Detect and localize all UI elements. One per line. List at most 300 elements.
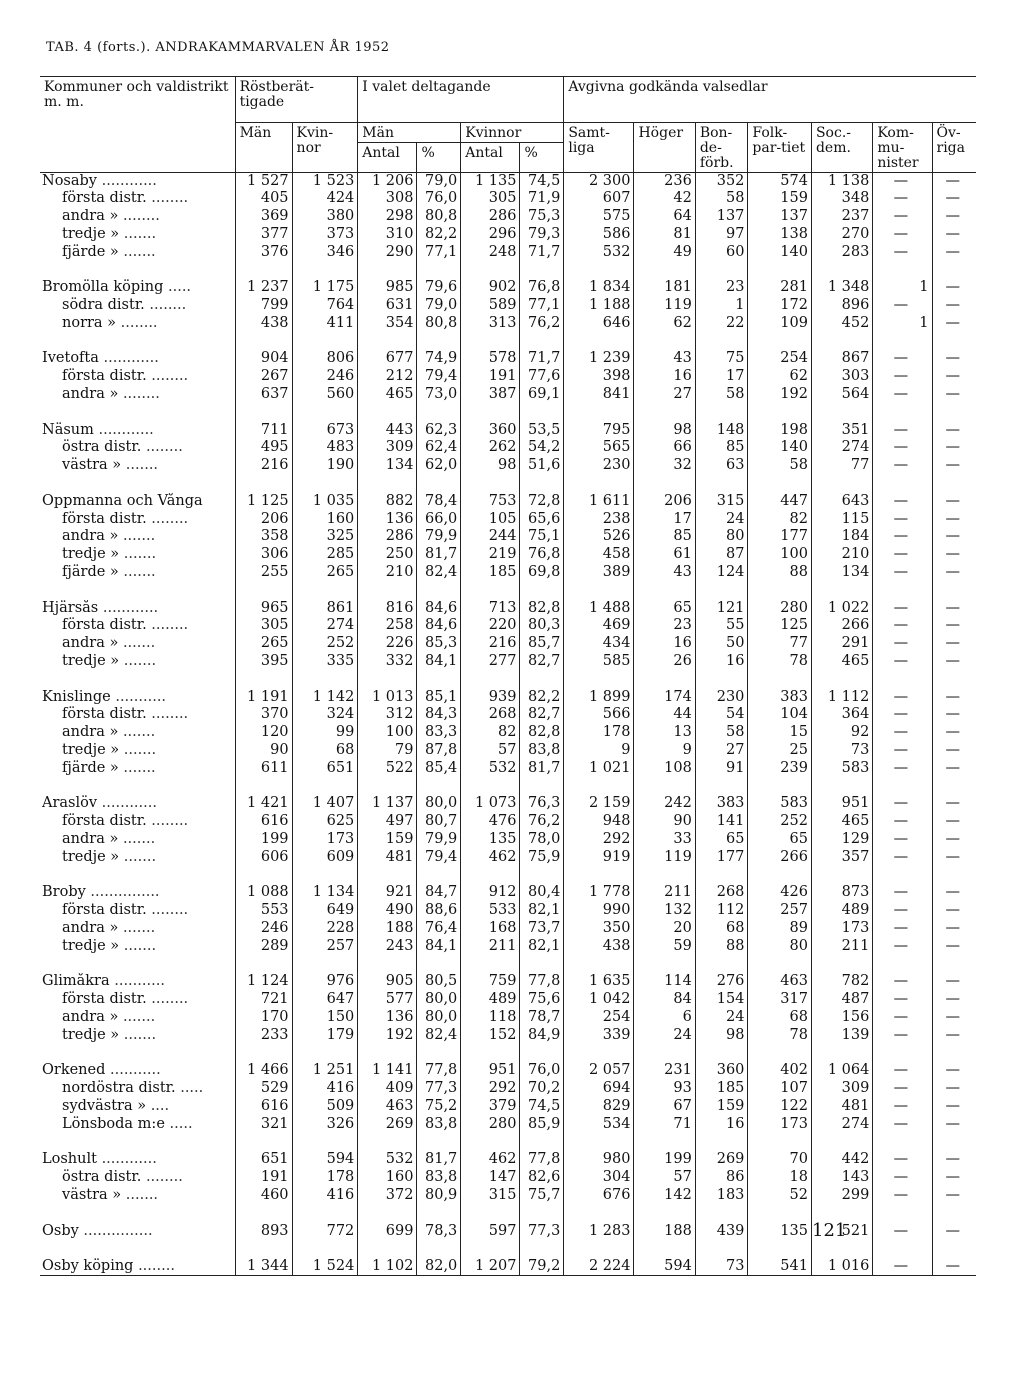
cell-valet-kvinnor-antal: 315 bbox=[461, 1187, 520, 1205]
table-row bbox=[40, 813, 976, 831]
table-title: TAB. 4 (forts.). ANDRAKAMMARVALEN ÅR 1952 bbox=[46, 40, 390, 55]
row-leader-dots: ........ bbox=[151, 706, 189, 723]
row-gap bbox=[40, 671, 976, 689]
cell-ovriga: — bbox=[932, 226, 976, 244]
cell-samtliga: 292 bbox=[564, 831, 634, 849]
cell-folkpartiet: 68 bbox=[748, 1009, 812, 1027]
cell-rost-kvinnor: 1 142 bbox=[292, 689, 358, 707]
cell-rost-man: 405 bbox=[235, 190, 292, 208]
header-godkanda-valsedlar: Avgivna godkända valsedlar bbox=[564, 77, 976, 123]
cell-ovriga: — bbox=[932, 173, 976, 191]
cell-bondeforb: 88 bbox=[695, 938, 748, 956]
cell-samtliga: 676 bbox=[564, 1187, 634, 1205]
cell-valet-man-antal: 79 bbox=[358, 742, 417, 760]
cell-ovriga: — bbox=[932, 760, 976, 778]
cell-socdem: 134 bbox=[811, 564, 872, 582]
cell-socdem: 73 bbox=[811, 742, 872, 760]
cell-hoger: 42 bbox=[634, 190, 695, 208]
row-label bbox=[40, 813, 235, 831]
cell-samtliga: 919 bbox=[564, 849, 634, 867]
row-label bbox=[40, 617, 235, 635]
cell-valet-kvinnor-pct: 82,7 bbox=[520, 653, 564, 671]
cell-samtliga: 1 899 bbox=[564, 689, 634, 707]
cell-valet-kvinnor-pct: 76,3 bbox=[520, 795, 564, 813]
row-label bbox=[40, 226, 235, 244]
cell-valet-kvinnor-antal: 277 bbox=[461, 653, 520, 671]
cell-ovriga: — bbox=[932, 1098, 976, 1116]
row-name: tredje » bbox=[62, 937, 120, 954]
cell-valet-man-pct: 80,8 bbox=[417, 208, 461, 226]
cell-rost-man: 1 466 bbox=[235, 1062, 292, 1080]
cell-socdem: 184 bbox=[811, 528, 872, 546]
cell-rost-man: 369 bbox=[235, 208, 292, 226]
cell-valet-kvinnor-antal: 360 bbox=[461, 422, 520, 440]
cell-rost-kvinnor: 173 bbox=[292, 831, 358, 849]
row-leader-dots: ....... bbox=[123, 225, 157, 242]
cell-folkpartiet: 137 bbox=[748, 208, 812, 226]
table-row bbox=[40, 973, 976, 991]
row-leader-dots: ........ bbox=[151, 991, 189, 1008]
row-name: Araslöv bbox=[42, 795, 98, 812]
cell-hoger: 236 bbox=[634, 173, 695, 191]
cell-folkpartiet: 317 bbox=[748, 991, 812, 1009]
row-label bbox=[40, 368, 235, 386]
cell-valet-kvinnor-pct: 71,7 bbox=[520, 350, 564, 368]
cell-kommunister: — bbox=[873, 173, 932, 191]
cell-rost-man: 265 bbox=[235, 635, 292, 653]
cell-rost-kvinnor: 246 bbox=[292, 368, 358, 386]
cell-socdem: 782 bbox=[811, 973, 872, 991]
row-leader-dots: ........ bbox=[149, 297, 187, 314]
cell-ovriga: — bbox=[932, 1258, 976, 1276]
row-label bbox=[40, 689, 235, 707]
cell-bondeforb: 148 bbox=[695, 422, 748, 440]
cell-ovriga: — bbox=[932, 920, 976, 938]
row-label bbox=[40, 386, 235, 404]
cell-ovriga: — bbox=[932, 742, 976, 760]
cell-rost-man: 1 344 bbox=[235, 1258, 292, 1276]
cell-ovriga: — bbox=[932, 653, 976, 671]
table-row bbox=[40, 511, 976, 529]
cell-valet-man-pct: 83,8 bbox=[417, 1169, 461, 1187]
cell-valet-man-antal: 1 013 bbox=[358, 689, 417, 707]
cell-rost-man: 321 bbox=[235, 1116, 292, 1134]
cell-ovriga: — bbox=[932, 938, 976, 956]
cell-valet-kvinnor-pct: 74,5 bbox=[520, 173, 564, 191]
cell-valet-man-antal: 354 bbox=[358, 315, 417, 333]
row-name: tredje » bbox=[62, 225, 120, 242]
cell-valet-kvinnor-pct: 76,8 bbox=[520, 546, 564, 564]
cell-rost-man: 255 bbox=[235, 564, 292, 582]
cell-valet-man-pct: 85,4 bbox=[417, 760, 461, 778]
cell-bondeforb: 24 bbox=[695, 1009, 748, 1027]
cell-valet-kvinnor-pct: 77,8 bbox=[520, 973, 564, 991]
cell-samtliga: 398 bbox=[564, 368, 634, 386]
cell-ovriga: — bbox=[932, 1169, 976, 1187]
cell-samtliga: 586 bbox=[564, 226, 634, 244]
row-leader-dots: ............ bbox=[103, 350, 159, 367]
cell-ovriga: — bbox=[932, 1062, 976, 1080]
cell-valet-man-antal: 100 bbox=[358, 724, 417, 742]
row-gap bbox=[40, 404, 976, 422]
cell-valet-man-antal: 312 bbox=[358, 706, 417, 724]
cell-hoger: 85 bbox=[634, 528, 695, 546]
cell-rost-man: 376 bbox=[235, 244, 292, 262]
cell-bondeforb: 65 bbox=[695, 831, 748, 849]
cell-valet-man-antal: 1 102 bbox=[358, 1258, 417, 1276]
cell-valet-kvinnor-antal: 280 bbox=[461, 1116, 520, 1134]
cell-samtliga: 434 bbox=[564, 635, 634, 653]
row-leader-dots: ....... bbox=[122, 724, 156, 741]
cell-hoger: 24 bbox=[634, 1027, 695, 1045]
cell-folkpartiet: 52 bbox=[748, 1187, 812, 1205]
cell-valet-kvinnor-antal: 379 bbox=[461, 1098, 520, 1116]
cell-valet-man-antal: 463 bbox=[358, 1098, 417, 1116]
cell-valet-kvinnor-pct: 82,7 bbox=[520, 706, 564, 724]
cell-hoger: 84 bbox=[634, 991, 695, 1009]
cell-valet-man-pct: 79,4 bbox=[417, 849, 461, 867]
cell-kommunister: — bbox=[873, 689, 932, 707]
row-name: tredje » bbox=[62, 848, 120, 865]
cell-samtliga: 990 bbox=[564, 902, 634, 920]
row-label bbox=[40, 297, 235, 315]
cell-valet-man-pct: 84,1 bbox=[417, 938, 461, 956]
cell-rost-kvinnor: 252 bbox=[292, 635, 358, 653]
row-leader-dots: ........ bbox=[151, 902, 189, 919]
table-row bbox=[40, 350, 976, 368]
cell-socdem: 274 bbox=[811, 1116, 872, 1134]
cell-folkpartiet: 78 bbox=[748, 1027, 812, 1045]
header-man: Män bbox=[235, 123, 292, 173]
cell-folkpartiet: 463 bbox=[748, 973, 812, 991]
row-name: andra » bbox=[62, 635, 119, 652]
table-row bbox=[40, 297, 976, 315]
cell-rost-kvinnor: 380 bbox=[292, 208, 358, 226]
cell-kommunister: — bbox=[873, 350, 932, 368]
cell-hoger: 43 bbox=[634, 350, 695, 368]
cell-rost-kvinnor: 335 bbox=[292, 653, 358, 671]
cell-bondeforb: 27 bbox=[695, 742, 748, 760]
cell-kommunister: — bbox=[873, 760, 932, 778]
row-label bbox=[40, 493, 235, 511]
cell-valet-man-pct: 74,9 bbox=[417, 350, 461, 368]
cell-rost-man: 1 191 bbox=[235, 689, 292, 707]
cell-rost-kvinnor: 424 bbox=[292, 190, 358, 208]
table-row bbox=[40, 1027, 976, 1045]
cell-valet-kvinnor-pct: 75,3 bbox=[520, 208, 564, 226]
row-label bbox=[40, 1062, 235, 1080]
table-row bbox=[40, 884, 976, 902]
cell-valet-man-antal: 160 bbox=[358, 1169, 417, 1187]
cell-ovriga: — bbox=[932, 849, 976, 867]
header-kvinnor-antal: Antal bbox=[461, 143, 520, 173]
cell-socdem: 1 016 bbox=[811, 1258, 872, 1276]
row-name: första distr. bbox=[62, 190, 147, 207]
cell-valet-kvinnor-pct: 84,9 bbox=[520, 1027, 564, 1045]
cell-ovriga: — bbox=[932, 439, 976, 457]
cell-valet-kvinnor-pct: 79,2 bbox=[520, 1258, 564, 1276]
cell-rost-man: 120 bbox=[235, 724, 292, 742]
cell-rost-kvinnor: 150 bbox=[292, 1009, 358, 1027]
cell-rost-man: 529 bbox=[235, 1080, 292, 1098]
row-label bbox=[40, 724, 235, 742]
cell-kommunister: — bbox=[873, 973, 932, 991]
header-kvinnor-short: Kvin-nor bbox=[292, 123, 358, 173]
cell-valet-kvinnor-pct: 75,7 bbox=[520, 1187, 564, 1205]
cell-kommunister: — bbox=[873, 902, 932, 920]
cell-kommunister: — bbox=[873, 1223, 932, 1241]
cell-folkpartiet: 70 bbox=[748, 1151, 812, 1169]
cell-socdem: 299 bbox=[811, 1187, 872, 1205]
row-name: Osby bbox=[42, 1222, 79, 1239]
cell-kommunister: — bbox=[873, 386, 932, 404]
cell-valet-kvinnor-antal: 533 bbox=[461, 902, 520, 920]
row-name: första distr. bbox=[62, 368, 147, 385]
cell-folkpartiet: 88 bbox=[748, 564, 812, 582]
cell-samtliga: 795 bbox=[564, 422, 634, 440]
cell-valet-man-pct: 87,8 bbox=[417, 742, 461, 760]
cell-ovriga: — bbox=[932, 315, 976, 333]
cell-rost-man: 606 bbox=[235, 849, 292, 867]
cell-valet-kvinnor-pct: 82,6 bbox=[520, 1169, 564, 1187]
row-name: första distr. bbox=[62, 813, 147, 830]
cell-bondeforb: 55 bbox=[695, 617, 748, 635]
cell-valet-man-pct: 76,4 bbox=[417, 920, 461, 938]
cell-samtliga: 585 bbox=[564, 653, 634, 671]
cell-hoger: 33 bbox=[634, 831, 695, 849]
cell-valet-man-pct: 84,7 bbox=[417, 884, 461, 902]
row-name: Hjärsås bbox=[42, 599, 99, 616]
cell-valet-kvinnor-antal: 951 bbox=[461, 1062, 520, 1080]
cell-valet-man-pct: 83,8 bbox=[417, 1116, 461, 1134]
cell-valet-kvinnor-pct: 82,8 bbox=[520, 600, 564, 618]
cell-rost-kvinnor: 625 bbox=[292, 813, 358, 831]
row-name: sydvästra » bbox=[62, 1097, 147, 1114]
row-leader-dots: ....... bbox=[122, 830, 156, 847]
cell-bondeforb: 360 bbox=[695, 1062, 748, 1080]
cell-valet-kvinnor-antal: 597 bbox=[461, 1223, 520, 1241]
cell-ovriga: — bbox=[932, 297, 976, 315]
cell-samtliga: 350 bbox=[564, 920, 634, 938]
cell-valet-man-antal: 269 bbox=[358, 1116, 417, 1134]
cell-bondeforb: 97 bbox=[695, 226, 748, 244]
row-leader-dots: ....... bbox=[123, 546, 157, 563]
cell-samtliga: 1 042 bbox=[564, 991, 634, 1009]
cell-kommunister: — bbox=[873, 849, 932, 867]
cell-folkpartiet: 177 bbox=[748, 528, 812, 546]
row-name: östra distr. bbox=[62, 1169, 142, 1186]
cell-kommunister: — bbox=[873, 1187, 932, 1205]
table-row bbox=[40, 173, 976, 191]
table-row bbox=[40, 439, 976, 457]
cell-ovriga: — bbox=[932, 350, 976, 368]
cell-folkpartiet: 100 bbox=[748, 546, 812, 564]
cell-folkpartiet: 172 bbox=[748, 297, 812, 315]
row-name: Ivetofta bbox=[42, 350, 99, 367]
cell-valet-man-antal: 258 bbox=[358, 617, 417, 635]
cell-folkpartiet: 78 bbox=[748, 653, 812, 671]
row-leader-dots: ............ bbox=[101, 795, 157, 812]
row-name: Bromölla köping bbox=[42, 279, 164, 296]
row-leader-dots: ........... bbox=[110, 1062, 161, 1079]
cell-folkpartiet: 583 bbox=[748, 795, 812, 813]
cell-samtliga: 841 bbox=[564, 386, 634, 404]
cell-kommunister: — bbox=[873, 884, 932, 902]
cell-folkpartiet: 25 bbox=[748, 742, 812, 760]
table-row bbox=[40, 493, 976, 511]
row-name: andra » bbox=[62, 1008, 119, 1025]
cell-rost-kvinnor: 649 bbox=[292, 902, 358, 920]
row-label bbox=[40, 795, 235, 813]
cell-valet-man-antal: 136 bbox=[358, 1009, 417, 1027]
cell-socdem: 481 bbox=[811, 1098, 872, 1116]
cell-kommunister: — bbox=[873, 564, 932, 582]
row-leader-dots: ........ bbox=[151, 190, 189, 207]
cell-bondeforb: 63 bbox=[695, 457, 748, 475]
cell-valet-kvinnor-antal: 313 bbox=[461, 315, 520, 333]
cell-rost-kvinnor: 416 bbox=[292, 1080, 358, 1098]
table-row bbox=[40, 635, 976, 653]
table-row bbox=[40, 244, 976, 262]
cell-ovriga: — bbox=[932, 190, 976, 208]
header-valet-kvinnor: Kvinnor bbox=[461, 123, 564, 143]
cell-folkpartiet: 80 bbox=[748, 938, 812, 956]
cell-valet-kvinnor-pct: 71,9 bbox=[520, 190, 564, 208]
cell-rost-kvinnor: 1 251 bbox=[292, 1062, 358, 1080]
cell-kommunister: — bbox=[873, 1258, 932, 1276]
row-label bbox=[40, 706, 235, 724]
cell-valet-man-pct: 85,1 bbox=[417, 689, 461, 707]
cell-rost-kvinnor: 178 bbox=[292, 1169, 358, 1187]
cell-bondeforb: 75 bbox=[695, 350, 748, 368]
cell-kommunister: — bbox=[873, 920, 932, 938]
cell-kommunister: — bbox=[873, 991, 932, 1009]
row-name: andra » bbox=[62, 724, 119, 741]
cell-socdem: 1 348 bbox=[811, 279, 872, 297]
cell-valet-man-pct: 76,0 bbox=[417, 190, 461, 208]
cell-valet-man-pct: 80,8 bbox=[417, 315, 461, 333]
cell-rost-man: 216 bbox=[235, 457, 292, 475]
cell-folkpartiet: 257 bbox=[748, 902, 812, 920]
cell-hoger: 119 bbox=[634, 849, 695, 867]
header-valet-deltagande: I valet deltagande bbox=[358, 77, 564, 123]
cell-bondeforb: 383 bbox=[695, 795, 748, 813]
cell-rost-kvinnor: 1 035 bbox=[292, 493, 358, 511]
election-table bbox=[40, 76, 976, 1276]
cell-ovriga: — bbox=[932, 368, 976, 386]
cell-valet-man-antal: 481 bbox=[358, 849, 417, 867]
cell-socdem: 564 bbox=[811, 386, 872, 404]
cell-valet-man-pct: 80,5 bbox=[417, 973, 461, 991]
row-leader-dots: ............ bbox=[98, 421, 154, 438]
cell-valet-man-pct: 79,4 bbox=[417, 368, 461, 386]
cell-valet-kvinnor-antal: 462 bbox=[461, 1151, 520, 1169]
cell-valet-man-antal: 188 bbox=[358, 920, 417, 938]
page-number: 121 bbox=[812, 1220, 847, 1241]
cell-hoger: 16 bbox=[634, 368, 695, 386]
cell-rost-kvinnor: 411 bbox=[292, 315, 358, 333]
cell-valet-kvinnor-pct: 82,2 bbox=[520, 689, 564, 707]
cell-socdem: 303 bbox=[811, 368, 872, 386]
cell-samtliga: 2 300 bbox=[564, 173, 634, 191]
cell-hoger: 61 bbox=[634, 546, 695, 564]
cell-rost-kvinnor: 509 bbox=[292, 1098, 358, 1116]
row-label bbox=[40, 938, 235, 956]
cell-kommunister: — bbox=[873, 190, 932, 208]
cell-rost-kvinnor: 1 524 bbox=[292, 1258, 358, 1276]
cell-socdem: 489 bbox=[811, 902, 872, 920]
cell-samtliga: 389 bbox=[564, 564, 634, 582]
row-leader-dots: ........... bbox=[114, 973, 165, 990]
row-leader-dots: ....... bbox=[123, 243, 156, 260]
cell-hoger: 142 bbox=[634, 1187, 695, 1205]
cell-kommunister: — bbox=[873, 457, 932, 475]
table-row bbox=[40, 279, 976, 297]
cell-socdem: 77 bbox=[811, 457, 872, 475]
cell-socdem: 270 bbox=[811, 226, 872, 244]
row-leader-dots: ........ bbox=[145, 1169, 183, 1186]
table-row bbox=[40, 1009, 976, 1027]
row-label bbox=[40, 902, 235, 920]
cell-ovriga: — bbox=[932, 831, 976, 849]
cell-bondeforb: 154 bbox=[695, 991, 748, 1009]
cell-samtliga: 469 bbox=[564, 617, 634, 635]
cell-kommunister: — bbox=[873, 1062, 932, 1080]
cell-samtliga: 1 611 bbox=[564, 493, 634, 511]
cell-kommunister: — bbox=[873, 724, 932, 742]
cell-valet-kvinnor-pct: 82,8 bbox=[520, 724, 564, 742]
cell-valet-kvinnor-pct: 76,8 bbox=[520, 279, 564, 297]
cell-folkpartiet: 65 bbox=[748, 831, 812, 849]
row-name: fjärde » bbox=[62, 243, 119, 260]
cell-bondeforb: 80 bbox=[695, 528, 748, 546]
cell-kommunister: — bbox=[873, 1080, 932, 1098]
row-label bbox=[40, 422, 235, 440]
cell-bondeforb: 112 bbox=[695, 902, 748, 920]
cell-valet-man-antal: 286 bbox=[358, 528, 417, 546]
cell-rost-kvinnor: 772 bbox=[292, 1223, 358, 1241]
cell-rost-man: 721 bbox=[235, 991, 292, 1009]
cell-kommunister: — bbox=[873, 208, 932, 226]
cell-hoger: 49 bbox=[634, 244, 695, 262]
cell-valet-man-pct: 78,4 bbox=[417, 493, 461, 511]
row-leader-dots: ........ bbox=[120, 314, 158, 331]
row-leader-dots: ............ bbox=[101, 173, 157, 189]
cell-hoger: 32 bbox=[634, 457, 695, 475]
row-name: andra » bbox=[62, 919, 119, 936]
row-label bbox=[40, 600, 235, 618]
cell-socdem: 1 112 bbox=[811, 689, 872, 707]
cell-bondeforb: 439 bbox=[695, 1223, 748, 1241]
cell-valet-kvinnor-pct: 53,5 bbox=[520, 422, 564, 440]
cell-valet-man-antal: 372 bbox=[358, 1187, 417, 1205]
cell-socdem: 211 bbox=[811, 938, 872, 956]
cell-valet-man-antal: 159 bbox=[358, 831, 417, 849]
cell-samtliga: 304 bbox=[564, 1169, 634, 1187]
cell-valet-kvinnor-antal: 296 bbox=[461, 226, 520, 244]
cell-valet-kvinnor-pct: 82,1 bbox=[520, 902, 564, 920]
row-label bbox=[40, 528, 235, 546]
cell-valet-kvinnor-antal: 168 bbox=[461, 920, 520, 938]
table-row bbox=[40, 724, 976, 742]
cell-rost-kvinnor: 228 bbox=[292, 920, 358, 938]
cell-valet-kvinnor-pct: 78,0 bbox=[520, 831, 564, 849]
cell-hoger: 66 bbox=[634, 439, 695, 457]
cell-ovriga: — bbox=[932, 386, 976, 404]
row-leader-dots: ....... bbox=[122, 528, 156, 545]
cell-valet-kvinnor-antal: 476 bbox=[461, 813, 520, 831]
cell-hoger: 181 bbox=[634, 279, 695, 297]
